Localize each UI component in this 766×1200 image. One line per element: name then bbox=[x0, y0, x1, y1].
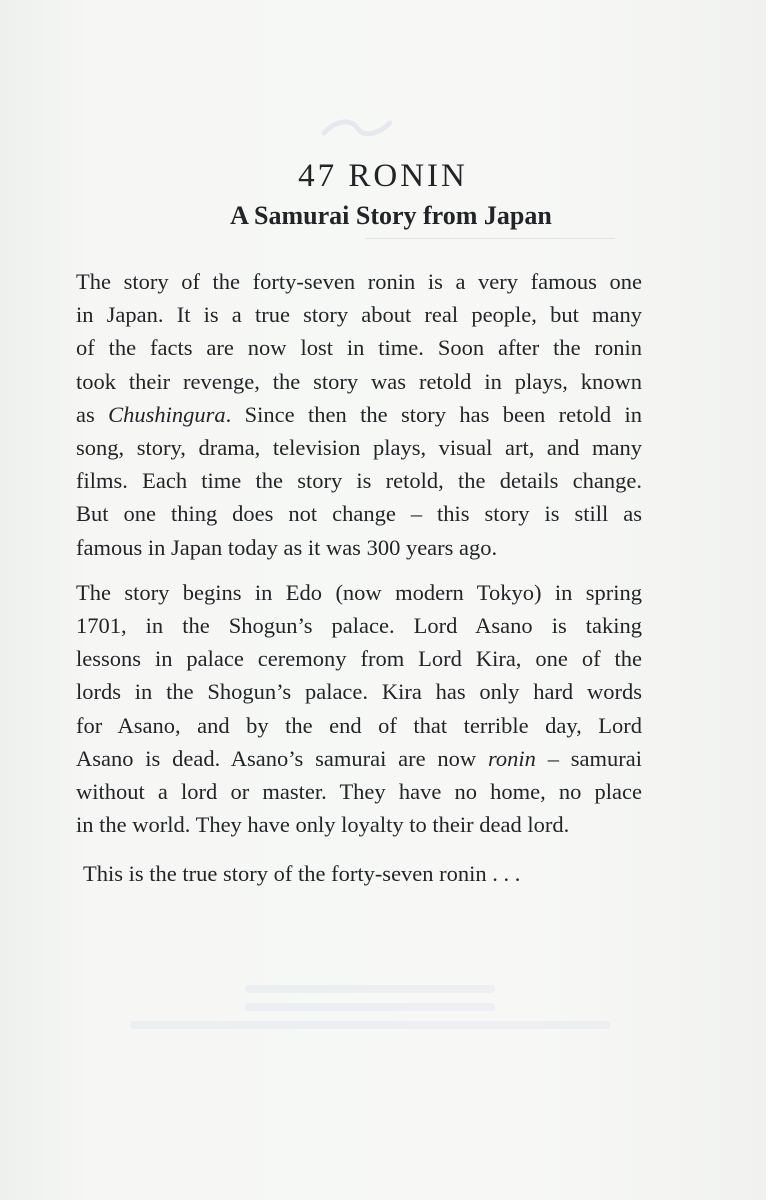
text-line: 1701, in the Shogun’s palace. Lord Asano is taking bbox=[76, 613, 642, 639]
italic-term: Chushingura bbox=[108, 401, 226, 427]
text-line: But one thing does not change – this story is still as bbox=[76, 501, 642, 527]
italic-term: ronin bbox=[487, 745, 536, 771]
text-line: lessons in palace ceremony from Lord Kira, one of the bbox=[76, 646, 642, 672]
bleed-through-credits bbox=[120, 975, 620, 1055]
text-line: song, story, drama, television plays, visual art, and many bbox=[76, 435, 642, 461]
text-segment: as bbox=[76, 401, 109, 427]
page-subtitle: A Samurai Story from Japan bbox=[230, 201, 552, 230]
text-line: The story of the forty-seven ronin is a very famous one bbox=[76, 269, 642, 294]
text-line bbox=[76, 398, 642, 431]
text-line: The story begins in Edo (now modern Tokyo) in spring bbox=[76, 579, 642, 605]
bleed-through-ornament bbox=[322, 115, 392, 141]
paragraph-2 bbox=[76, 576, 642, 842]
text-segment: . Since then the story has been retold in bbox=[225, 401, 642, 427]
text-line: films. Each time the story is retold, the details change. bbox=[76, 468, 642, 494]
text-segment: – samurai bbox=[535, 745, 642, 771]
text-segment: Asano is dead. Asano’s samurai are now bbox=[76, 745, 488, 771]
text-line: without a lord or master. They have no home, no place bbox=[76, 779, 642, 805]
text-line: for Asano, and by the end of that terrible day, Lord bbox=[76, 712, 642, 738]
paragraph-1 bbox=[76, 265, 642, 564]
text-line: in Japan. It is a true story about real people, but many bbox=[76, 302, 642, 328]
text-line: of the facts are now lost in time. Soon after the ronin bbox=[76, 335, 642, 361]
text-line: famous in Japan today as it was 300 years ago. bbox=[76, 534, 498, 560]
text-line bbox=[76, 742, 642, 775]
body-text bbox=[76, 265, 642, 853]
text-line: lords in the Shogun’s palace. Kira has only hard words bbox=[76, 679, 642, 705]
page-title: 47 RONIN bbox=[298, 158, 468, 194]
text-line: took their revenge, the story was retold in plays, known bbox=[76, 368, 642, 394]
closing-line: This is the true story of the forty-seven ronin . . . bbox=[83, 861, 521, 886]
text-line: in the world. They have only loyalty to their dead lord. bbox=[76, 812, 570, 838]
bleed-through-rule bbox=[365, 238, 615, 239]
